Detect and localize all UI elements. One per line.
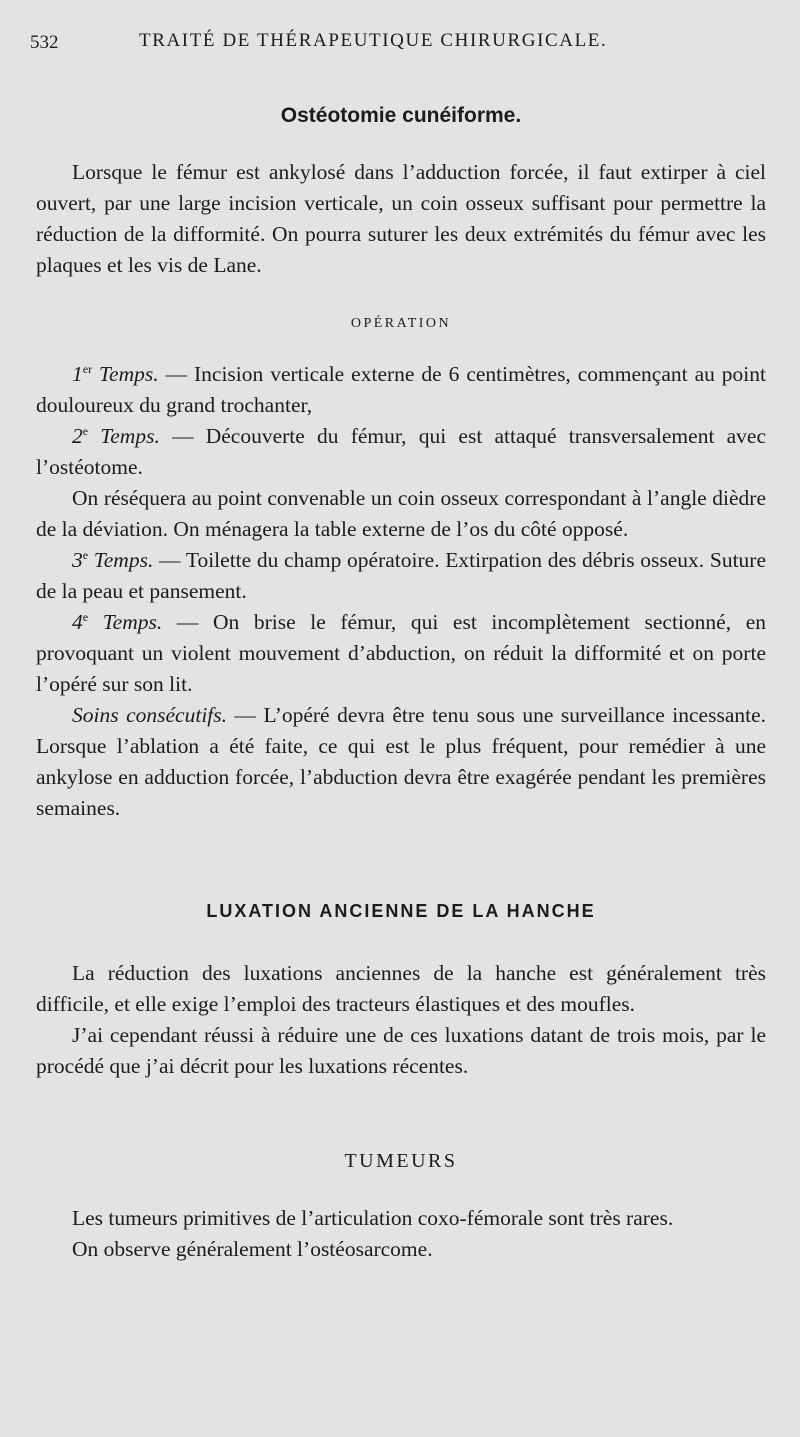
book-page: [30, 0, 767, 1437]
step-4-ordinal: e: [82, 609, 89, 624]
step-1-text: — Incision verticale externe de 6 centimètres, commençant au point douloureux du grand trochanter,: [36, 362, 767, 417]
step-3-label: Temps.: [93, 548, 154, 572]
step-2-continued: On réséquera au point convenable un coin osseux correspondant à l’angle dièdre de la déviation. On ménagera la table externe de l’os du côté opposé.: [36, 486, 766, 541]
step-3-text: — Toilette du champ opératoire. Extirpation des débris osseux. Suture de la peau et pansement.: [36, 548, 766, 603]
step-2: [36, 421, 766, 483]
step-4-label: Temps.: [102, 610, 163, 634]
step-4: [36, 607, 766, 700]
paragraph-luxation-2: J’ai cependant réussi à réduire une de ces luxations datant de trois mois, par le procédé que j’ai décrit pour les luxations récentes.: [36, 1023, 766, 1078]
paragraph-osteotomie: Lorsque le fémur est ankylosé dans l’adduction forcée, il faut extirper à ciel ouvert, par une large incision verticale, un coin osseux suffisant pour permettre la réduction de la difformité. On pourra suturer les deux extrémités du fémur avec les plaques et les vis de Lane.: [36, 160, 766, 277]
step-1: [36, 359, 766, 421]
aftercare-text: — L’opéré devra être tenu sous une surveillance incessante. Lorsque l’ablation a été faite, ce qui est le plus fréquent, pour remédier à une ankylose en adduction forcée, l’abduction devra être exagérée pendant les premières semaines.: [36, 703, 767, 820]
step-2-text: — Découverte du fémur, qui est attaqué transversalement avec l’ostéotome.: [36, 424, 767, 479]
step-2-number: 2: [72, 424, 83, 448]
section-luxation-body: [36, 958, 766, 1082]
section-title-tumeurs: TUMEURS: [344, 1150, 458, 1172]
section-title-luxation: LUXATION ANCIENNE DE LA HANCHE: [206, 901, 596, 921]
aftercare: [36, 700, 766, 824]
paragraph-luxation-1: La réduction des luxations anciennes de la hanche est généralement très difficile, et elle exige l’emploi des tracteurs élastiques et des moufles.: [36, 961, 766, 1016]
aftercare-label: Soins consécutifs.: [72, 703, 228, 727]
operation-steps: [36, 359, 766, 824]
page-number: 532: [30, 32, 59, 53]
step-1-label: Temps.: [99, 362, 159, 386]
section-tumeurs-body: [36, 1203, 766, 1265]
step-3: [36, 545, 766, 607]
step-3-ordinal: e: [82, 547, 89, 562]
running-head: [30, 30, 766, 56]
book-title: TRAITÉ DE THÉRAPEUTIQUE CHIRURGICALE.: [139, 30, 608, 51]
paragraph-tumeurs-1: Les tumeurs primitives de l’articulation coxo-fémorale sont très rares.: [72, 1206, 674, 1230]
step-1-number: 1: [72, 362, 83, 386]
section-title-osteotomie: Ostéotomie cunéiforme.: [280, 104, 522, 127]
step-4-number: 4: [72, 610, 83, 634]
step-3-number: 3: [72, 548, 83, 572]
step-1-ordinal: er: [82, 361, 93, 376]
paragraph-tumeurs-2: On observe généralement l’ostéosarcome.: [72, 1237, 433, 1261]
step-4-text: — On brise le fémur, qui est incomplètement sectionné, en provoquant un violent mouvement d’abduction, on réduit la difformité et on porte l’opéré sur son lit.: [36, 610, 766, 696]
step-2-label: Temps.: [100, 424, 160, 448]
subsection-title-operation: OPÉRATION: [350, 316, 452, 331]
step-2-ordinal: e: [82, 423, 89, 438]
section-osteotomie-body: [36, 157, 766, 281]
